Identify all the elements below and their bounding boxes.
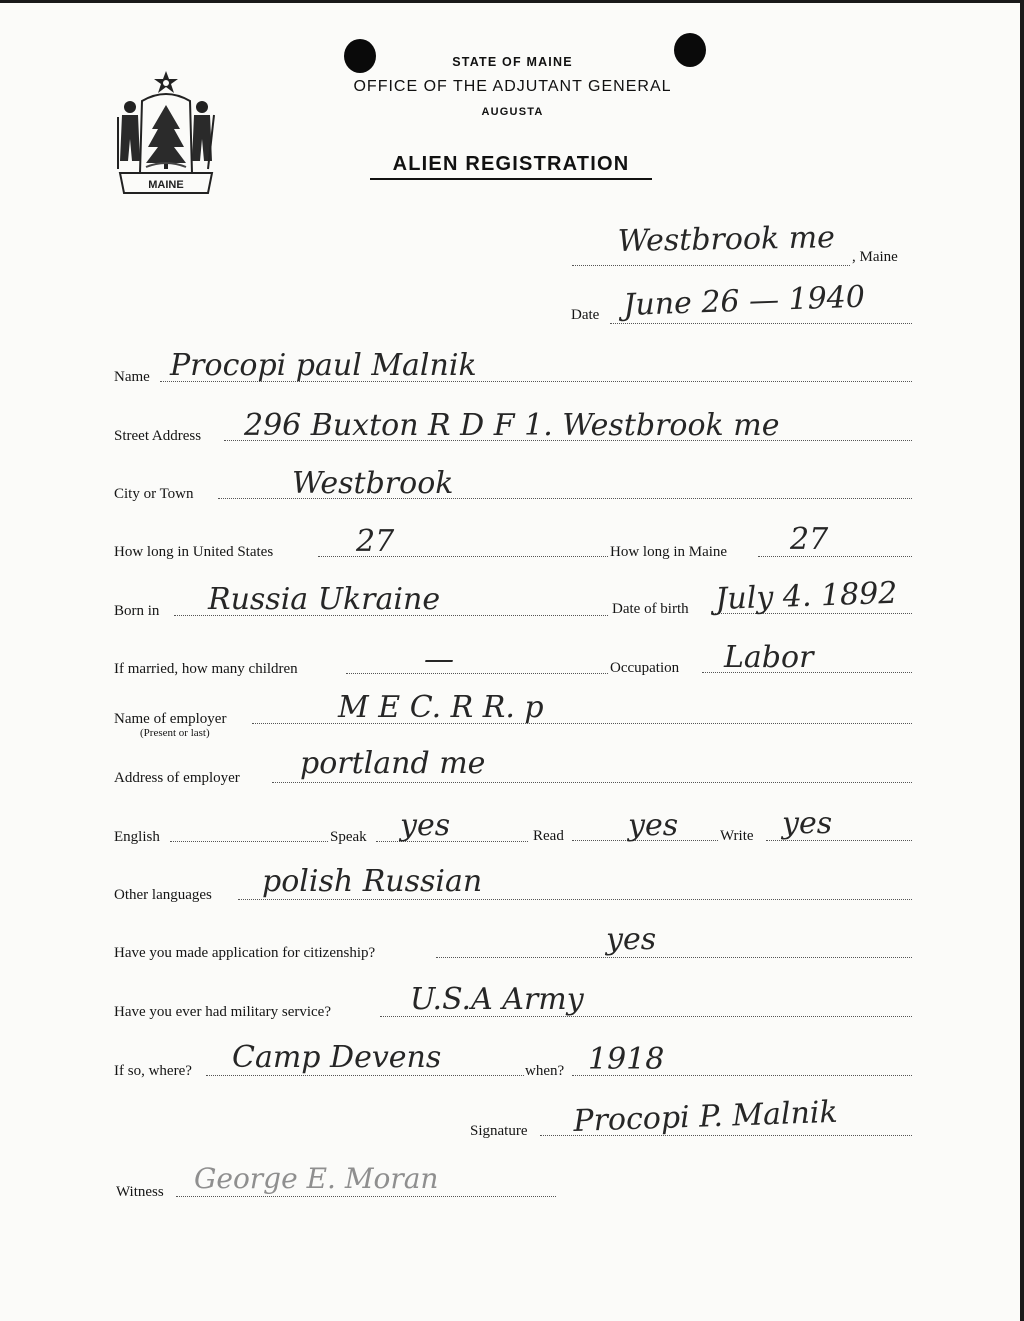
military-label: Have you ever had military service?: [114, 1004, 331, 1020]
read-value: yes: [628, 808, 679, 843]
header-state: STATE OF MAINE: [452, 55, 573, 69]
city-label: City or Town: [114, 486, 194, 502]
citizenship-line: [436, 957, 912, 958]
occupation-value: Labor: [724, 640, 814, 675]
speak-label: Speak: [330, 829, 367, 845]
how-long-maine-line: [758, 556, 912, 557]
city-value: Westbrook: [292, 466, 454, 501]
other-languages-line: [238, 899, 912, 900]
where-line: [206, 1075, 524, 1076]
when-value: 1918: [588, 1042, 665, 1077]
name-value: Procopi paul Malnik: [170, 348, 477, 383]
when-label: when?: [525, 1063, 565, 1079]
date-of-birth-label: Date of birth: [612, 601, 689, 617]
children-line: [346, 673, 608, 674]
how-long-maine-label: How long in Maine: [610, 544, 728, 560]
date-of-birth-value: July 4. 1892: [714, 575, 898, 617]
employer-name-value: M E C. R R. p: [338, 690, 544, 725]
place-value: Westbrook me: [617, 220, 836, 259]
english-line: [170, 841, 328, 842]
employer-address-line: [272, 782, 912, 783]
form-title: ALIEN REGISTRATION: [370, 153, 652, 180]
street-address-value: 296 Buxton R D F 1. Westbrook me: [244, 408, 780, 443]
place-suffix: , Maine: [852, 249, 898, 265]
employer-address-value: portland me: [300, 746, 486, 781]
svg-text:MAINE: MAINE: [148, 179, 184, 191]
write-label: Write: [720, 828, 754, 844]
employer-name-sublabel: (Present or last): [140, 727, 210, 739]
military-value: U.S.A Army: [410, 982, 584, 1017]
where-label: If so, where?: [114, 1063, 192, 1079]
children-value: —: [424, 642, 454, 677]
children-label: If married, how many children: [114, 661, 298, 677]
speak-line: [376, 841, 528, 842]
date-value: June 26 — 1940: [622, 279, 866, 323]
signature-value: Procopi P. Malnik: [572, 1094, 839, 1139]
street-address-label: Street Address: [114, 428, 202, 444]
header-city: AUGUSTA: [481, 106, 544, 118]
born-in-label: Born in: [114, 603, 160, 619]
read-label: Read: [533, 828, 564, 844]
other-languages-label: Other languages: [114, 887, 212, 903]
witness-value: George E. Moran: [194, 1162, 439, 1195]
state-of-maine-seal: [112, 69, 220, 197]
employer-address-label: Address of employer: [114, 770, 240, 786]
where-value: Camp Devens: [232, 1040, 442, 1075]
witness-label: Witness: [116, 1184, 164, 1200]
speak-value: yes: [400, 808, 451, 843]
english-label: English: [114, 829, 160, 845]
occupation-label: Occupation: [610, 660, 680, 676]
how-long-maine-value: 27: [790, 522, 829, 557]
born-in-value: Russia Ukraine: [208, 582, 441, 617]
signature-label: Signature: [470, 1123, 528, 1139]
other-languages-value: polish Russian: [262, 864, 483, 899]
date-line: [610, 323, 912, 324]
place-line: [572, 265, 850, 266]
header-office: OFFICE OF THE ADJUTANT GENERAL: [353, 78, 672, 95]
citizenship-label: Have you made application for citizenship?: [114, 945, 376, 961]
write-value: yes: [782, 806, 833, 841]
employer-name-label: Name of employer: [114, 711, 227, 727]
how-long-us-label: How long in United States: [114, 544, 274, 560]
how-long-us-value: 27: [356, 524, 395, 559]
witness-line: [176, 1196, 556, 1197]
citizenship-value: yes: [606, 922, 657, 957]
date-label: Date: [571, 307, 600, 323]
name-label: Name: [114, 369, 150, 385]
